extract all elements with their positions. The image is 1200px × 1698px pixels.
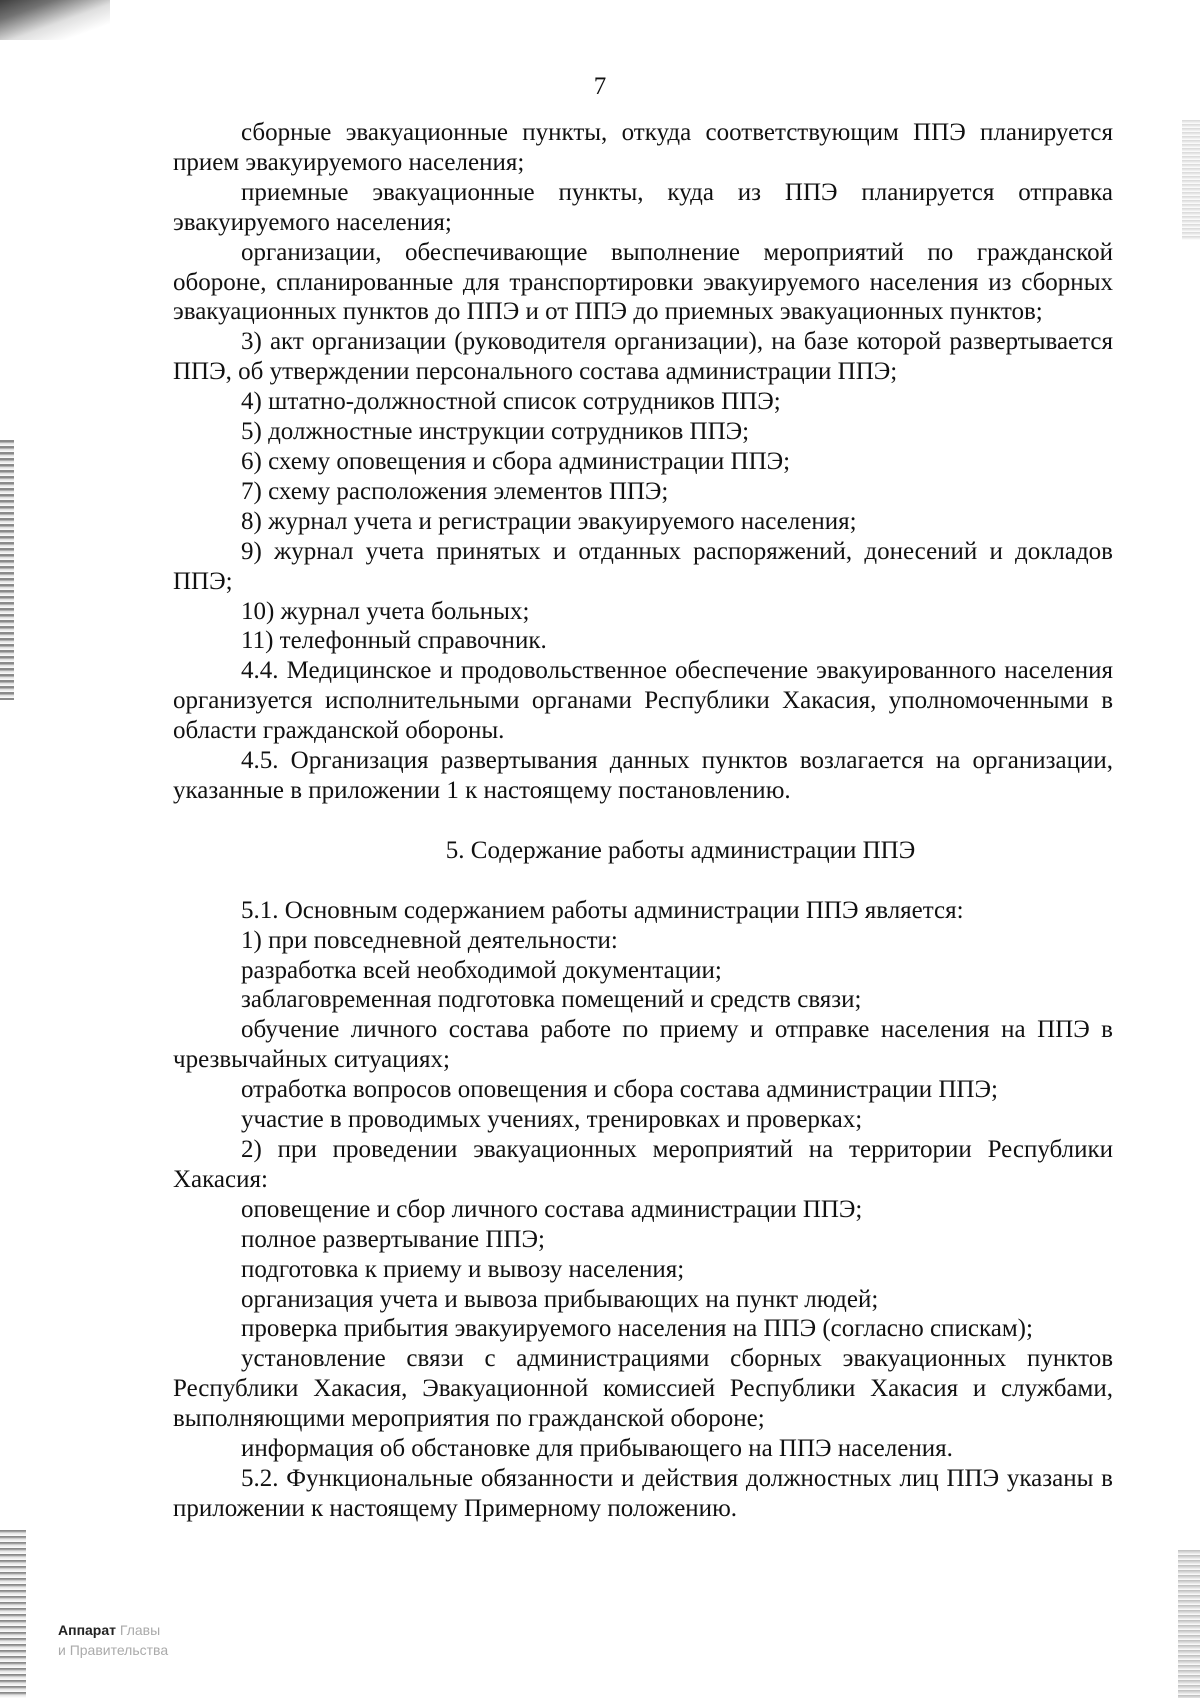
paragraph: сборные эвакуационные пункты, откуда соответствующим ППЭ планируется прием эвакуируемого населения; bbox=[173, 119, 1113, 176]
paragraph: отработка вопросов оповещения и сбора состава администрации ППЭ; bbox=[241, 1076, 998, 1104]
paragraph: 4) штатно-должностной список сотрудников ППЭ; bbox=[241, 388, 781, 416]
paragraph: обучение личного состава работе по приему и отправке населения на ППЭ в чрезвычайных ситуациях; bbox=[173, 1016, 1113, 1074]
section-heading: 5. Содержание работы администрации ППЭ bbox=[445, 836, 916, 864]
spacer bbox=[173, 866, 1113, 896]
paragraph: разработка всей необходимой документации; bbox=[241, 956, 722, 984]
paragraph: информация об обстановке для прибывающего на ППЭ населения. bbox=[241, 1435, 953, 1463]
page-number: 7 bbox=[593, 73, 607, 100]
paragraph: организация учета и вывоза прибывающих на пункт людей; bbox=[241, 1285, 879, 1313]
scan-artifact-bottom-right bbox=[1178, 1550, 1200, 1698]
scan-artifact-right bbox=[1182, 120, 1200, 240]
scan-artifact-left bbox=[0, 440, 14, 700]
paragraph: 10) журнал учета больных; bbox=[241, 597, 530, 625]
paragraph: приемные эвакуационные пункты, куда из ППЭ планируется отправка эвакуируемого населения; bbox=[173, 178, 1113, 236]
paragraph: 4.5. Организация развертывания данных пунктов возлагается на организации, указанные в приложении 1 к настоящему постановлению. bbox=[173, 747, 1113, 804]
spacer bbox=[173, 806, 1113, 836]
paragraph: 7) схему расположения элементов ППЭ; bbox=[241, 477, 669, 505]
paragraph: установление связи с администрациями сборных эвакуационных пунктов Республики Хакасия, Эвакуационной комиссией Республики Хакасия и службами, выполняющими мероприятия по гражданской обороне; bbox=[173, 1345, 1113, 1433]
paragraph: 2) при проведении эвакуационных мероприятий на территории Республики Хакасия: bbox=[173, 1136, 1113, 1193]
paragraph: 6) схему оповещения и сбора администрации ППЭ; bbox=[241, 447, 791, 475]
scan-artifact-bottom-left bbox=[0, 1530, 26, 1698]
paragraph: 5.2. Функциональные обязанности и действия должностных лиц ППЭ указаны в приложении к настоящему Примерному положению. bbox=[173, 1464, 1113, 1522]
paragraph: полное развертывание ППЭ; bbox=[241, 1225, 545, 1253]
paragraph: 4.4. Медицинское и продовольственное обеспечение эвакуированного населения организуется исполнительными органами Республики Хакасия, уполномоченными в области гражданской обороны. bbox=[173, 657, 1113, 745]
paragraph: 9) журнал учета принятых и отданных распоряжений, донесений и докладов ППЭ; bbox=[173, 537, 1113, 595]
paragraph: заблаговременная подготовка помещений и средств связи; bbox=[241, 986, 862, 1014]
paragraph: оповещение и сбор личного состава администрации ППЭ; bbox=[241, 1195, 863, 1223]
stamp-bold-text: Аппарат bbox=[58, 1622, 117, 1638]
stamp bbox=[58, 1620, 168, 1660]
stamp-line-2: и Правительства bbox=[58, 1642, 169, 1658]
paragraph: проверка прибытия эвакуируемого населения на ППЭ (согласно спискам); bbox=[241, 1315, 1033, 1343]
paragraph: 8) журнал учета и регистрации эвакуируемого населения; bbox=[241, 507, 857, 535]
scan-artifact-top-left bbox=[0, 0, 110, 40]
paragraph: 3) акт организации (руководителя организации), на базе которой развертывается ППЭ, об утверждении персонального состава администрации ППЭ; bbox=[173, 328, 1113, 386]
paragraph: организации, обеспечивающие выполнение мероприятий по гражданской обороне, спланированные для транспортировки эвакуируемого населения из сборных эвакуационных пунктов до ППЭ и от ППЭ до приемных эвакуационных пунктов; bbox=[173, 238, 1113, 326]
stamp-line-1 bbox=[58, 1620, 168, 1640]
paragraph: участие в проводимых учениях, тренировках и проверках; bbox=[241, 1106, 863, 1134]
paragraph: 5) должностные инструкции сотрудников ППЭ; bbox=[241, 418, 750, 446]
document-body bbox=[173, 118, 1113, 1524]
paragraph: подготовка к приему и вывозу населения; bbox=[241, 1255, 685, 1283]
paragraph: 11) телефонный справочник. bbox=[241, 627, 547, 655]
paragraph: 1) при повседневной деятельности: bbox=[241, 926, 618, 954]
paragraph: 5.1. Основным содержанием работы администрации ППЭ является: bbox=[241, 896, 964, 924]
stamp-faint-text: Главы bbox=[119, 1622, 161, 1638]
